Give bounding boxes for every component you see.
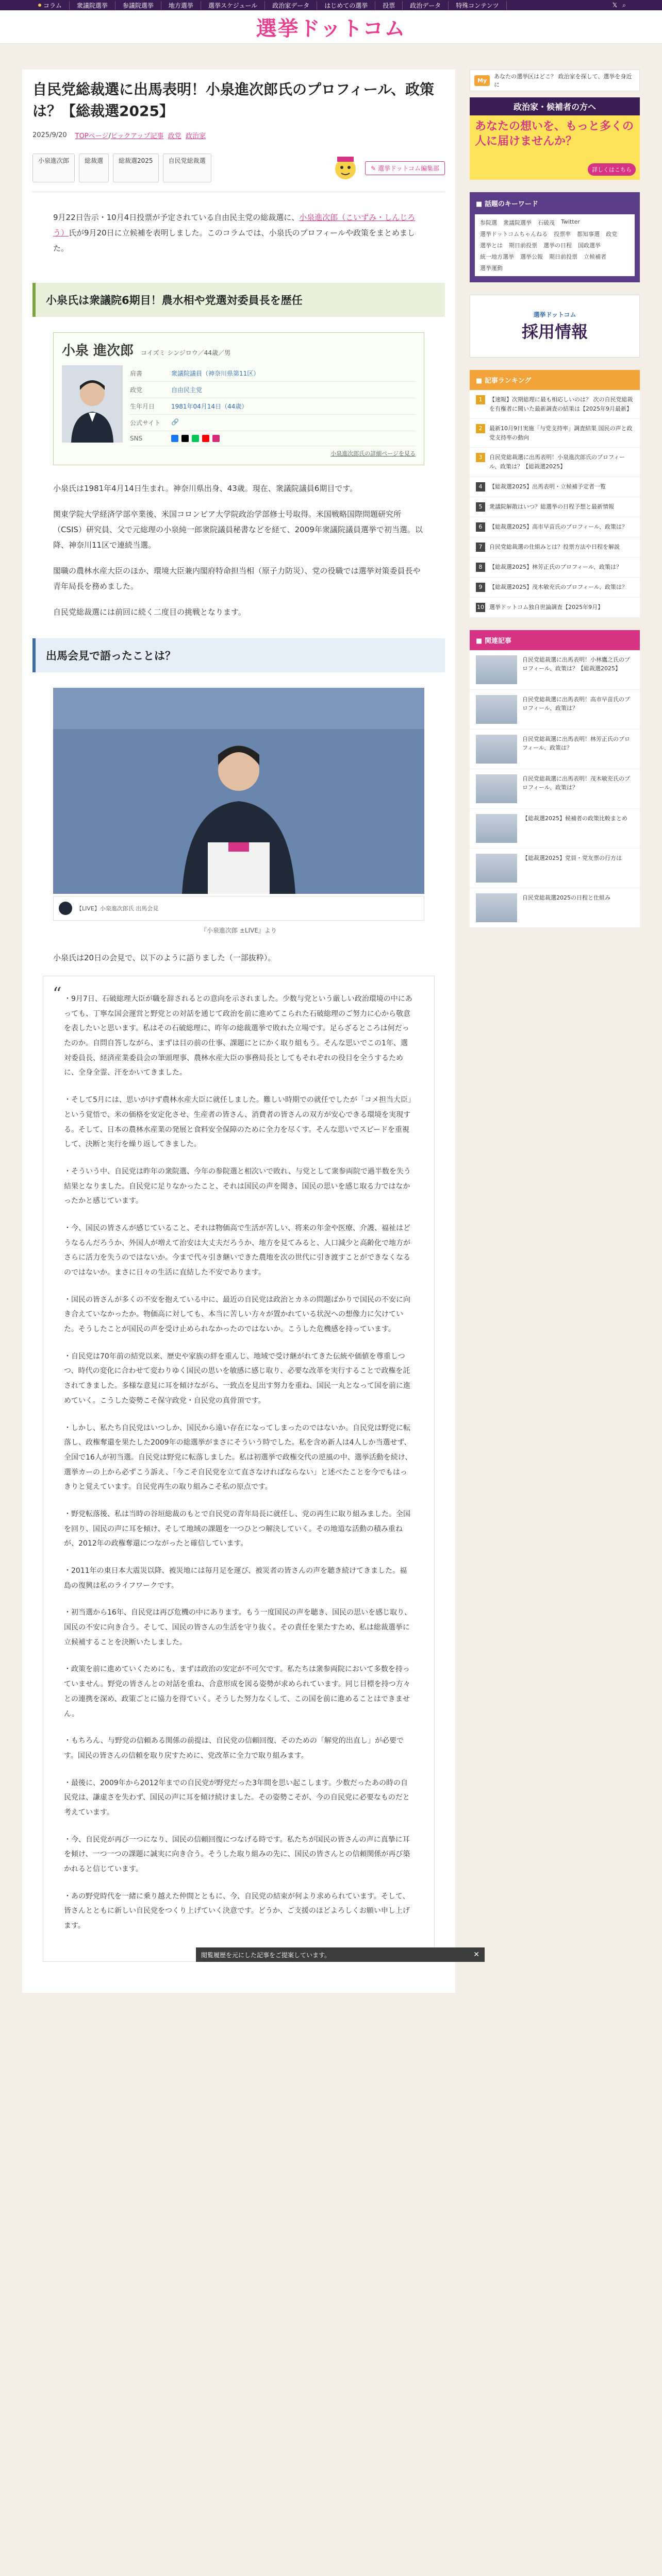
profile-body [62,365,416,446]
site-header [0,10,662,44]
breadcrumb-top[interactable]: TOPページ [75,132,109,140]
body-paragraph: 小泉氏は1981年4月14日生まれ。神奈川県出身、43歳。現在、衆議院議員6期目です。 [53,484,358,493]
profile-row [130,415,416,431]
nav-label: 地方選挙 [168,2,193,9]
promo-banner[interactable] [470,97,640,180]
related-title: 自民党総裁選に出馬表明！小林鷹之氏のプロフィール、政策は？【総裁選2025】 [522,656,630,672]
quote-paragraph: ・そして5月には、思いがけず農林水産大臣に就任しました。難しい時期での就任でしたが「コメ担当大臣」という覚悟で、米の価格を安定化させ、生産者の皆さん、消費者の皆さんの双方が安心できる環境を実現する。そして、日本の農林水産業の発展と食料安全保障のために全力を尽くす。そんな思いでスピードを重視して、決断と実行を繰り返してきました。 [64,1096,411,1149]
keyword-heading: ■ 話題のキーワード [476,200,538,208]
tag-item[interactable]: 小泉進次郎 [32,154,75,182]
body-paragraph: 小泉氏は20日の会見で、以下のように語りました（一部抜粋）。 [53,953,276,962]
quote-paragraph: ・自民党は70年前の結党以来、歴史や家族の絆を重んじ、地域で受け継がれてきた伝統や価値を尊重しつつ、時代の変化に合わせて変わりゆく国民の思いを敏感に感じ取り、必要な改革を実行することで政権を託されてきました。多様な意見に耳を傾けながら、一致点を見出す努力を重ね、国民一丸となって国を前に進めていく。こうした姿勢こそ保守政党・自民党の真骨頂です。 [64,1352,410,1405]
rank-number: 10 [476,603,485,612]
ranking-item[interactable] [470,578,640,598]
my-text: あなたの選挙区はどこ？ 政治家を探して、選挙を身近に [494,73,632,88]
related-item[interactable] [470,769,640,809]
quote-icon: “ [53,984,62,1004]
profile-kana: コイズミ シンジロウ／44歳／男 [141,349,231,357]
related-thumbnail [476,655,517,684]
ranking-item[interactable] [470,517,640,537]
related-heading: ■ 関連記事 [470,630,640,650]
ranking-item[interactable] [470,598,640,618]
recruit-banner[interactable] [470,295,640,358]
rank-title: 【総裁選2025】林芳正氏のプロフィール、政策は？ [489,563,622,570]
nav-item-shugiin[interactable] [70,1,115,10]
keyword-item[interactable]: 選挙の日程 [543,242,572,249]
instagram-icon[interactable] [212,435,220,442]
lead-text: 氏が9月20日に立候補を表明しました。このコラムでは、小泉氏のプロフィールや政策をまとめました。 [53,228,416,253]
article-header [22,70,455,145]
logo-text: 選挙ドットコム [256,16,406,41]
keyword-list [475,214,635,276]
keyword-heading-label: 話題のキーワード [484,200,538,208]
nav-label: 選挙スケジュール [208,2,258,9]
rank-number: 4 [476,482,485,492]
meta-row [32,130,445,140]
profile-top [62,340,416,359]
search-icon[interactable]: ⌕ [622,1,626,9]
ranking-item[interactable] [470,419,640,448]
profile-row [130,431,416,446]
quote-paragraph: ・政策を前に進めていくためにも、まずは政治の安定が不可欠です。私たちは衆参両院において多数を持っていません。野党の皆さんとの対話を重ね、合意形成を図る姿勢が求められています。同じ目標を持つ方々との連携を深め、政策ごとに協力を得ていく。そうした努力なくして、この国を前に進めることはできません。 [64,1665,410,1718]
editor-area [331,154,445,182]
ranking-heading-label: 記事ランキング [484,377,532,385]
ranking-item[interactable] [470,557,640,578]
promo-button[interactable]: 詳しくはこちら [588,163,636,176]
keyword-item[interactable]: 統一地方選挙 [480,253,514,260]
rank-title: 衆議院解散はいつ？総選挙の日程予想と最新情報 [489,503,614,510]
sidebar [470,70,640,1993]
keyword-item[interactable]: 国政選挙 [578,242,601,249]
nav-item-sangiin[interactable] [115,1,161,10]
rank-number: 1 [476,395,485,404]
keyword-item[interactable]: 政党 [606,231,618,238]
sns-icons [171,435,220,442]
breadcrumb-party[interactable]: 政党 [168,132,181,140]
nav-label: はじめての選挙 [324,2,368,9]
rank-title: 最新10月9日実施「与党支持率」調査結果 国民の声と政党支持率の動向 [489,425,633,441]
nav-label: 政治データ [410,2,441,9]
video-caption-bar [53,896,424,921]
related-item[interactable] [470,690,640,730]
keyword-item[interactable]: 立候補者 [584,253,606,260]
ranking-item[interactable] [470,537,640,557]
mascot-icon [331,154,360,182]
nav-item-local[interactable] [161,1,201,10]
nav-right [613,2,662,9]
keyword-item[interactable]: 期日前投票 [549,253,577,260]
lead-text: 9月22日告示・10月4日投票が予定されている自由民主党の総裁選に、 [53,213,300,222]
line-icon[interactable] [192,435,199,442]
keyword-item[interactable]: 参院選 [480,219,497,226]
facebook-icon[interactable] [171,435,178,442]
related-thumbnail [476,854,517,883]
profile-card [53,332,424,465]
tag-item[interactable]: 自民党総裁選 [163,154,211,182]
quote-paragraph: ・9月7日、石破総理大臣が職を辞されるとの意向を示されました。少数与党という厳しい政治環境の中にあっても、丁寧な国会運営と野党との対話を通じて政治を前に進めてこられた石破総理のご努力に心から敬意を表したいと思います。私はその石破総理に、昨年の総裁選挙で敗れた立場です。足らざるところは何だったのか。自問自答しながら、まずは目の前の仕事、課題にとにかく取り組もう。そんな思いでこの1年、選対委員長、経済産業委員会の筆頭理事、農林水産大臣の事務局長としてもそれぞれの役目を全うするために、全身全霊、汗をかいてきました。 [64,995,412,1077]
profile-value[interactable]: 自由民主党 [171,386,203,394]
related-item[interactable] [470,849,640,888]
body-paragraph: 関東学院大学経済学部卒業後、米国コロンビア大学院政治学部修士号取得。米国戦略国際問題研究所（CSIS）研究員、父で元総理の小泉純一郎衆院議員秘書などを経て、2009年衆議院議員選挙で初当選。以降、神奈川11区で連続当選。 [53,510,423,550]
related-heading-label: 関連記事 [484,637,511,645]
nav-label: コラム [43,2,62,9]
related-thumbnail [476,893,517,922]
profile-row [130,382,416,398]
nav-item-vote[interactable] [375,1,403,10]
breadcrumb-sep: / [108,132,111,140]
rank-number: 3 [476,453,485,462]
section-heading: 小泉氏は衆議院6期目！農水相や党選対委員長を歴任 [32,283,445,317]
nav-item-first-election[interactable] [317,1,375,10]
editor-link[interactable]: ✎ 選挙ドットコム編集部 [365,161,445,175]
profile-name: 小泉 進次郎 [62,343,134,359]
ranking-box [470,370,640,618]
profile-key: SNS [130,435,143,442]
recruit-main: 採用情報 [521,321,588,342]
keyword-item[interactable]: 選挙運動 [480,265,503,272]
promo-top: 政治家・候補者の方へ [470,97,640,115]
tag-item[interactable]: 総裁選2025 [113,154,159,182]
keyword-item[interactable]: 投票率 [554,231,571,238]
body-paragraph: 閣職の農林水産大臣のほか、環境大臣兼内閣府特命担当相（原子力防災）、党の役職では選挙対策委員長や青年局長を務めました。 [53,566,421,591]
quote-paragraph: ・国民の皆さんが多くの不安を抱えている中に、最近の自民党は政治とカネの問題ばかりで国民の不安に向き合えていなかったか。物価高に対しても、本当に苦しい方々が置かれている状況への想像力に欠けていた。そうしたことが国民の声を受け止められなかったのではないか。こうした危機感を持っています。 [64,1295,410,1334]
channel-avatar [59,902,72,915]
profile-photo [62,365,123,443]
keyword-item[interactable]: 都知事選 [577,231,600,238]
related-item[interactable] [470,809,640,849]
ranking-item[interactable] [470,477,640,497]
keyword-item[interactable]: 石破茂 [538,219,555,226]
section-heading: 出馬会見で語ったことは？ [32,638,445,672]
quote-paragraph: ・そういう中、自民党は昨年の衆院選、今年の参院選と相次いで敗れ、与党として衆参両院で過半数を失う結果となりました。自民党に足りなかったこと、それは国民の声を聞き、国民の思いを感じ取る力ではなかったかと感じています。 [64,1167,411,1206]
related-title: 自民党総裁選に出馬表明！茂木敏充氏のプロフィール、政策は？ [522,775,630,791]
tag-item[interactable]: 総裁選 [79,154,109,182]
nav-item-schedule[interactable] [201,1,265,10]
twitter-icon[interactable]: 𝕏 [612,2,618,9]
related-box [470,630,640,928]
ranking-item[interactable] [470,497,640,517]
related-title: 【総裁選2025】候補者の政策比較まとめ [522,815,627,822]
related-item[interactable] [470,730,640,769]
related-title: 自民党総裁選2025の日程と仕組み [522,894,610,901]
rank-number: 9 [476,583,485,592]
youtube-icon[interactable] [202,435,209,442]
rank-number: 7 [476,543,485,552]
recruit-top: 選挙ドットコム [533,311,576,318]
nav-label: 衆議院選挙 [76,2,108,9]
nav-item-column[interactable] [31,1,70,10]
video-source: 『小泉進次郎 ±LIVE』より [201,927,277,934]
keyword-box [470,192,640,282]
profile-table [130,365,416,446]
quote-paragraph: ・2011年の東日本大震災以降、被災地には毎月足を運び、被災者の皆さんの声を聴き続けてきました。福島の復興は私のライフワークです。 [64,1567,407,1590]
nav-label: 政治家データ [272,2,310,9]
quote-block [43,976,435,1962]
nav-item-politician-data[interactable] [265,1,317,10]
related-thumbnail [476,814,517,843]
toast-text: 閲覧履歴を元にした記事をご提案しています。 [201,1951,331,1959]
keyword-item[interactable]: 選挙公報 [520,253,543,260]
related-title: 【総裁選2025】党員・党友票の行方は [522,854,622,861]
rank-title: 自民党総裁選に出馬表明！小泉進次郎氏のプロフィール、政策は？【総裁選2025】 [489,454,625,470]
article-title: 自民党総裁選に出馬表明！小泉進次郎氏のプロフィール、政策は？【総裁選2025】 [32,81,434,120]
lead-paragraph [22,201,455,264]
rank-title: 自民党総裁選の仕組みとは？投票方法や日程を解説 [489,543,620,550]
page-wrap [0,44,662,1993]
rank-title: 【総裁選2025】出馬表明・立候補予定者一覧 [489,483,606,490]
top-navigation [0,0,662,10]
nav-item-special[interactable] [449,1,506,10]
quote-paragraph: ・最後に、2009年から2012年までの自民党が野党だった3年間を思い起こします。少数だったあの時の自民党は、謙虚さを失わず、国民の声に耳を傾け続けました。その姿勢こそが、今の自民党に必要なものだと考えています。 [64,1778,410,1817]
profile-key: 生年月日 [130,403,155,410]
close-icon[interactable]: ✕ [473,1951,479,1959]
tag-list [22,154,455,182]
nav-bullet-icon [38,4,41,7]
my-election-box[interactable] [470,70,640,91]
related-item[interactable] [470,888,640,928]
nav-label: 特殊コンテンツ [456,2,499,9]
article-date: 2025/9/20 [32,131,67,139]
related-thumbnail [476,774,517,803]
nav-item-political-data[interactable] [403,1,449,10]
rank-title: 【総裁選2025】茂木敏充氏のプロフィール、政策は？ [489,583,628,590]
profile-key: 公式サイト [130,419,161,427]
quote-paragraph: ・野党転落後、私は当時の谷垣総裁のもとで自民党の青年局長に就任し、党の再生に取り組みました。全国を回り、国民の声に耳を傾け、そして地域の課題を一つひとつ解決していく。その地道な活動の積み重ねが、2012年の政権奪還につながったと確信しています。 [64,1510,410,1548]
promo-main: あなたの想いを、もっと多くの人に届けませんか？ [475,120,634,148]
video-title[interactable]: 【LIVE】小泉進次郎氏 出馬会見 [76,905,159,912]
profile-row [130,365,416,382]
ranking-item[interactable] [470,390,640,419]
quote-paragraph: ・初当選から16年、自民党は再び危機の中にあります。もう一度国民の声を聴き、国民の思いを感じ取り、国民の不安に向き合う。そして、国民の皆さんの生活を守り抜く。その責任を果たすため、私は総裁選挙に立候補することを決断いたしました。 [64,1608,412,1647]
video-player[interactable] [53,688,424,894]
related-thumbnail [476,695,517,724]
profile-detail-link[interactable]: 小泉進次郎氏の詳細ページを見る [330,450,416,457]
quote-paragraph: ・しかし、私たち自民党はいつしか、国民から遠い存在になってしまったのではないか。自民党は野党に転落し、政権奪還を果たした2009年の総選挙がまさにそういう時でした。私を含め新人は4人しか当選せず、全国で16人が初当選。自民党は野党に転落しました。私は初選挙で政権交代の逆風の中、選挙活動を続け、選挙カーの上から必ずこう訴え、「今こそ自民党を立て直さなければならない」と述べたことを今でもはっきりと覚えています。自民党再生の取り組みこそ私の原点です。 [64,1423,412,1492]
breadcrumb [75,130,206,140]
quote-paragraph: ・もちろん、与野党の信頼ある関係の前提は、自民党の信頼回復、そのための「解党的出直し」が必要です。国民の皆さんの信頼を取り戻すために、党改革に全力で取り組みます。 [64,1737,404,1760]
rank-number: 2 [476,424,485,433]
profile-row [130,398,416,415]
website-icon[interactable]: 🔗 [171,418,179,426]
related-title: 自民党総裁選に出馬表明！高市早苗氏のプロフィール、政策は？ [522,696,630,712]
profile-value[interactable]: 衆議院議員（神奈川県第11区） [171,370,260,377]
quote-paragraph: ・今、国民の皆さんが感じていること、それは物価高で生活が苦しい、将来の年金や医療、介護、福祉はどうなるんだろうか、外国人が増えて治安は大丈夫だろうか、地方を見てみると、人口減少と高齢化で地方がさらに活力を失うのではないか。今まで代々引き継いできた農地を次の世代に引き渡すことができなくなるのではないか。まさに日々の生活に直結した不安であります。 [64,1224,410,1277]
breadcrumb-pickup[interactable]: ピックアップ記事 [110,132,164,140]
rank-title: 選挙ドットコム独自世論調査【2025年9月】 [489,603,604,611]
keyword-item[interactable]: 衆議院選挙 [503,219,532,226]
nav-label: 参議院選挙 [122,2,154,9]
politician-link[interactable]: 小泉進次郎（こいずみ・しんじろう） [53,213,416,238]
recommend-toast[interactable] [196,1947,485,1962]
quote-paragraph: ・あの野党時代を一緒に乗り越えた仲間とともに、今、自民党の結束が何より求められています。そして、皆さんとともに新しい自民党をつくり上げていく決意です。どうか、ご支援のほどよろしくお願い申し上げます。 [64,1892,410,1930]
x-icon[interactable] [181,435,189,442]
profile-key: 政党 [130,386,143,394]
profile-value: 1981年04月14日（44歳） [171,403,248,410]
breadcrumb-politician[interactable]: 政治家 [185,132,206,140]
rank-title: 【速報】次期総理に最も相応しいのは？ 次の自民党総裁を有権者に聞いた最新調査の結果は【2025年9月最新】 [489,396,633,412]
keyword-item[interactable]: 選挙ドットコムちゃんねる [480,231,548,238]
ranking-heading: ■ 記事ランキング [470,370,640,390]
body-paragraph: 自民党総裁選には前回に続く二度目の挑戦となります。 [53,607,246,617]
related-title: 自民党総裁選に出馬表明！林芳正氏のプロフィール、政策は？ [522,735,630,752]
related-item[interactable] [470,650,640,690]
profile-key: 肩書 [130,370,143,377]
main-content [22,70,455,1993]
rank-number: 6 [476,522,485,532]
nav-label: 投票 [383,2,395,9]
editor-link-label: 選挙ドットコム編集部 [377,164,439,172]
related-thumbnail [476,735,517,764]
my-badge: My [474,75,490,86]
keyword-item[interactable]: 選挙とは [480,242,503,249]
rank-title: 【総裁選2025】高市早苗氏のプロフィール、政策は？ [489,523,628,530]
rank-number: 5 [476,502,485,512]
keyword-item[interactable]: 期日前投票 [509,242,537,249]
quote-paragraph: ・今、自民党が再び一つになり、国民の信頼回復につなげる時です。私たちが国民の皆さんの声に真摯に耳を傾け、一つ一つの課題に誠実に向き合う。そうした取り組みの先に、国民の皆さんとの信頼関係が再び築かれると信じています。 [64,1835,410,1873]
ranking-item[interactable] [470,448,640,477]
keyword-item[interactable]: Twitter [561,218,580,225]
rank-number: 8 [476,563,485,572]
site-logo[interactable] [256,12,406,42]
